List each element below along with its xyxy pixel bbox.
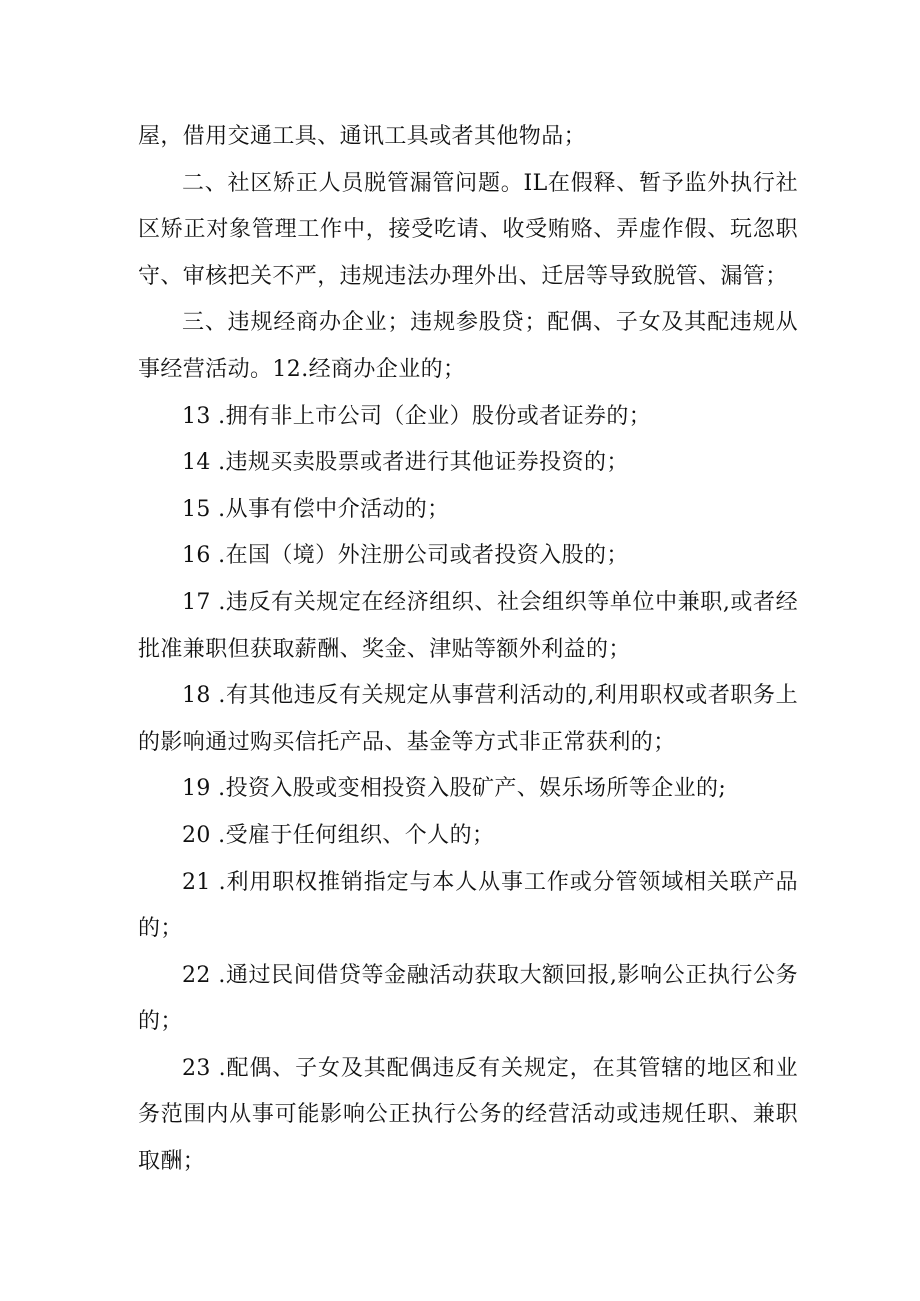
list-item: 22 .通过民间借贷等金融活动获取大额回报,影响公正执行公务的； (138, 962, 798, 1035)
list-item: 23 .配偶、子女及其配偶违反有关规定，在其管辖的地区和业务范围内从事可能影响公正执行公务的经营活动或违规任职、兼职取酬； (138, 1055, 798, 1175)
paragraph: 三、违规经商办企业；违规参股贷；配偶、子女及其配违规从事经营活动。12.经商办企业的； (138, 310, 798, 382)
list-item: 17 .违反有关规定在经济组织、社会组织等单位中兼职,或者经批准兼职但获取薪酬、奖金、津贴等额外利益的； (138, 589, 798, 662)
list-item: 18 .有其他违反有关规定从事营利活动的,利用职权或者职务上的影响通过购买信托产品、基金等方式非正常获利的； (138, 683, 798, 755)
list-item: 19 .投资入股或变相投资入股矿产、娱乐场所等企业的; (182, 776, 727, 802)
body-text (138, 114, 798, 1186)
paragraph: 屋，借用交通工具、通讯工具或者其他物品； (138, 124, 587, 149)
list-item: 13 .拥有非上市公司（企业）股份或者证券的； (182, 403, 652, 429)
list-item: 15 .从事有偿中介活动的； (182, 496, 450, 522)
list-item: 14 .违规买卖股票或者进行其他证券投资的； (182, 450, 629, 476)
list-item: 21 .利用职权推销指定与本人从事工作或分管领域相关联产品的； (138, 869, 798, 942)
list-item: 16 .在国（境）外注册公司或者投资入股的； (182, 543, 629, 569)
list-item: 20 .受雇于任何组织、个人的； (182, 822, 495, 848)
paragraph: 二、社区矫正人员脱管漏管问题。IL在假释、暂予监外执行社区矫正对象管理工作中，接受吃请、收受贿赂、弄虚作假、玩忽职守、审核把关不严，违规违法办理外出、迁居等导致脱管、漏管； (138, 170, 798, 289)
